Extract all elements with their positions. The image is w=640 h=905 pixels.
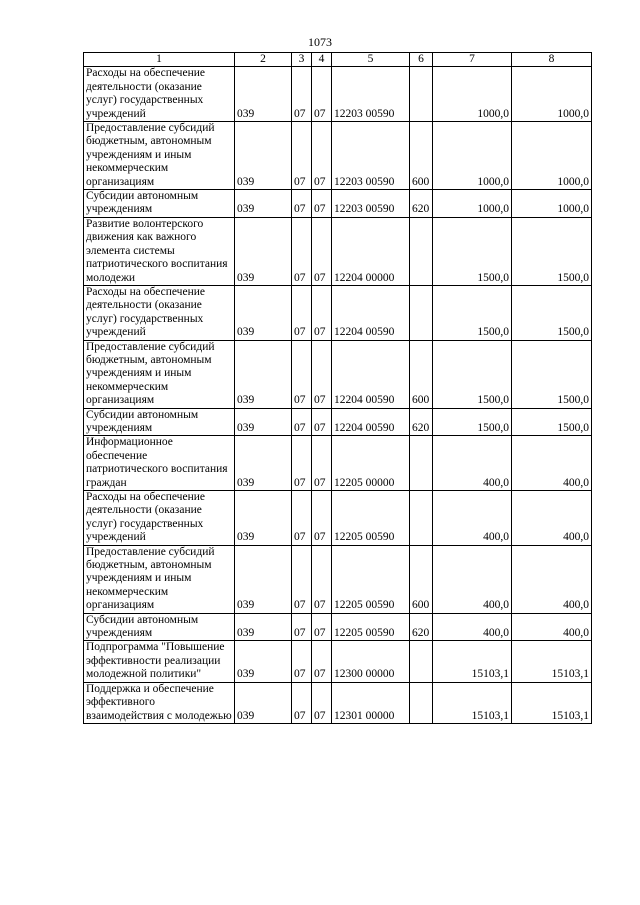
subsection-code-cell: 07 <box>312 491 332 546</box>
target-article-cell: 12204 00590 <box>332 408 410 436</box>
header-cell: 4 <box>312 53 332 67</box>
subsection-code-cell: 07 <box>312 436 332 491</box>
expense-type-cell: 620 <box>410 613 433 641</box>
subsection-code-cell: 07 <box>312 190 332 218</box>
expense-name-cell: Расходы на обеспечение деятельности (оказание услуг) государственных учреждений <box>84 491 235 546</box>
table-row <box>84 122 592 190</box>
expense-type-cell <box>410 67 433 122</box>
amount-cell: 400,0 <box>433 613 512 641</box>
section-code-cell: 07 <box>292 641 312 682</box>
header-cell: 8 <box>512 53 592 67</box>
target-article-cell: 12203 00590 <box>332 190 410 218</box>
expense-type-cell <box>410 285 433 340</box>
expense-type-cell: 600 <box>410 122 433 190</box>
expense-type-cell <box>410 682 433 723</box>
section-code-cell: 07 <box>292 67 312 122</box>
amount-cell: 400,0 <box>512 436 592 491</box>
target-article-cell: 12205 00000 <box>332 436 410 491</box>
amount-cell: 15103,1 <box>512 682 592 723</box>
subsection-code-cell: 07 <box>312 641 332 682</box>
expense-type-cell: 620 <box>410 190 433 218</box>
table-row <box>84 545 592 613</box>
ministry-code-cell: 039 <box>235 682 292 723</box>
table-body <box>84 67 592 724</box>
target-article-cell: 12204 00590 <box>332 285 410 340</box>
target-article-cell: 12204 00590 <box>332 340 410 408</box>
table-row <box>84 340 592 408</box>
expense-name-cell: Субсидии автономным учреждениям <box>84 190 235 218</box>
amount-cell: 400,0 <box>433 545 512 613</box>
header-cell: 1 <box>84 53 235 67</box>
section-code-cell: 07 <box>292 545 312 613</box>
amount-cell: 1500,0 <box>512 285 592 340</box>
expense-name-cell: Развитие волонтерского движения как важного элемента системы патриотического воспитания молодежи <box>84 217 235 285</box>
table-row <box>84 285 592 340</box>
section-code-cell: 07 <box>292 190 312 218</box>
subsection-code-cell: 07 <box>312 285 332 340</box>
amount-cell: 400,0 <box>512 545 592 613</box>
amount-cell: 400,0 <box>433 436 512 491</box>
section-code-cell: 07 <box>292 408 312 436</box>
table-row <box>84 613 592 641</box>
section-code-cell: 07 <box>292 491 312 546</box>
amount-cell: 1500,0 <box>433 285 512 340</box>
expense-name-cell: Подпрограмма "Повышение эффективности реализации молодежной политики" <box>84 641 235 682</box>
expense-type-cell <box>410 491 433 546</box>
amount-cell: 1000,0 <box>433 190 512 218</box>
target-article-cell: 12301 00000 <box>332 682 410 723</box>
section-code-cell: 07 <box>292 682 312 723</box>
table-row <box>84 217 592 285</box>
expense-name-cell: Расходы на обеспечение деятельности (оказание услуг) государственных учреждений <box>84 285 235 340</box>
header-cell: 6 <box>410 53 433 67</box>
amount-cell: 1000,0 <box>512 190 592 218</box>
amount-cell: 400,0 <box>512 613 592 641</box>
ministry-code-cell: 039 <box>235 67 292 122</box>
ministry-code-cell: 039 <box>235 285 292 340</box>
table-row <box>84 491 592 546</box>
section-code-cell: 07 <box>292 122 312 190</box>
expense-type-cell: 600 <box>410 545 433 613</box>
subsection-code-cell: 07 <box>312 122 332 190</box>
expense-type-cell <box>410 217 433 285</box>
table-row <box>84 436 592 491</box>
header-cell: 2 <box>235 53 292 67</box>
target-article-cell: 12203 00590 <box>332 122 410 190</box>
expense-type-cell: 600 <box>410 340 433 408</box>
subsection-code-cell: 07 <box>312 545 332 613</box>
ministry-code-cell: 039 <box>235 545 292 613</box>
subsection-code-cell: 07 <box>312 682 332 723</box>
expense-type-cell: 620 <box>410 408 433 436</box>
amount-cell: 1500,0 <box>433 340 512 408</box>
ministry-code-cell: 039 <box>235 217 292 285</box>
target-article-cell: 12205 00590 <box>332 545 410 613</box>
header-cell: 3 <box>292 53 312 67</box>
subsection-code-cell: 07 <box>312 67 332 122</box>
ministry-code-cell: 039 <box>235 641 292 682</box>
amount-cell: 1500,0 <box>433 217 512 285</box>
expense-name-cell: Информационное обеспечение патриотического воспитания граждан <box>84 436 235 491</box>
header-cell: 7 <box>433 53 512 67</box>
amount-cell: 1500,0 <box>512 217 592 285</box>
budget-table <box>83 52 592 724</box>
ministry-code-cell: 039 <box>235 408 292 436</box>
target-article-cell: 12205 00590 <box>332 613 410 641</box>
table-row <box>84 408 592 436</box>
ministry-code-cell: 039 <box>235 613 292 641</box>
expense-type-cell <box>410 641 433 682</box>
target-article-cell: 12300 00000 <box>332 641 410 682</box>
subsection-code-cell: 07 <box>312 217 332 285</box>
subsection-code-cell: 07 <box>312 340 332 408</box>
table-header-row <box>84 53 592 67</box>
expense-name-cell: Субсидии автономным учреждениям <box>84 613 235 641</box>
amount-cell: 15103,1 <box>433 641 512 682</box>
expense-name-cell: Предоставление субсидий бюджетным, автономным учреждениям и иным некоммерческим организациям <box>84 340 235 408</box>
expense-name-cell: Субсидии автономным учреждениям <box>84 408 235 436</box>
expense-name-cell: Предоставление субсидий бюджетным, автономным учреждениям и иным некоммерческим организациям <box>84 545 235 613</box>
ministry-code-cell: 039 <box>235 340 292 408</box>
table-row <box>84 641 592 682</box>
expense-name-cell: Расходы на обеспечение деятельности (оказание услуг) государственных учреждений <box>84 67 235 122</box>
amount-cell: 1500,0 <box>512 340 592 408</box>
subsection-code-cell: 07 <box>312 613 332 641</box>
amount-cell: 1000,0 <box>433 67 512 122</box>
ministry-code-cell: 039 <box>235 436 292 491</box>
page-number: 1073 <box>308 35 332 49</box>
section-code-cell: 07 <box>292 436 312 491</box>
amount-cell: 15103,1 <box>512 641 592 682</box>
section-code-cell: 07 <box>292 217 312 285</box>
amount-cell: 400,0 <box>433 491 512 546</box>
amount-cell: 1000,0 <box>433 122 512 190</box>
amount-cell: 1000,0 <box>512 122 592 190</box>
section-code-cell: 07 <box>292 285 312 340</box>
ministry-code-cell: 039 <box>235 122 292 190</box>
ministry-code-cell: 039 <box>235 190 292 218</box>
amount-cell: 400,0 <box>512 491 592 546</box>
amount-cell: 1500,0 <box>512 408 592 436</box>
expense-type-cell <box>410 436 433 491</box>
target-article-cell: 12203 00590 <box>332 67 410 122</box>
target-article-cell: 12204 00000 <box>332 217 410 285</box>
ministry-code-cell: 039 <box>235 491 292 546</box>
table-row <box>84 682 592 723</box>
table-row <box>84 67 592 122</box>
subsection-code-cell: 07 <box>312 408 332 436</box>
table-row <box>84 190 592 218</box>
header-cell: 5 <box>332 53 410 67</box>
expense-name-cell: Поддержка и обеспечение эффективного взаимодействия с молодежью <box>84 682 235 723</box>
amount-cell: 1500,0 <box>433 408 512 436</box>
amount-cell: 1000,0 <box>512 67 592 122</box>
section-code-cell: 07 <box>292 613 312 641</box>
section-code-cell: 07 <box>292 340 312 408</box>
expense-name-cell: Предоставление субсидий бюджетным, автономным учреждениям и иным некоммерческим организациям <box>84 122 235 190</box>
target-article-cell: 12205 00590 <box>332 491 410 546</box>
amount-cell: 15103,1 <box>433 682 512 723</box>
